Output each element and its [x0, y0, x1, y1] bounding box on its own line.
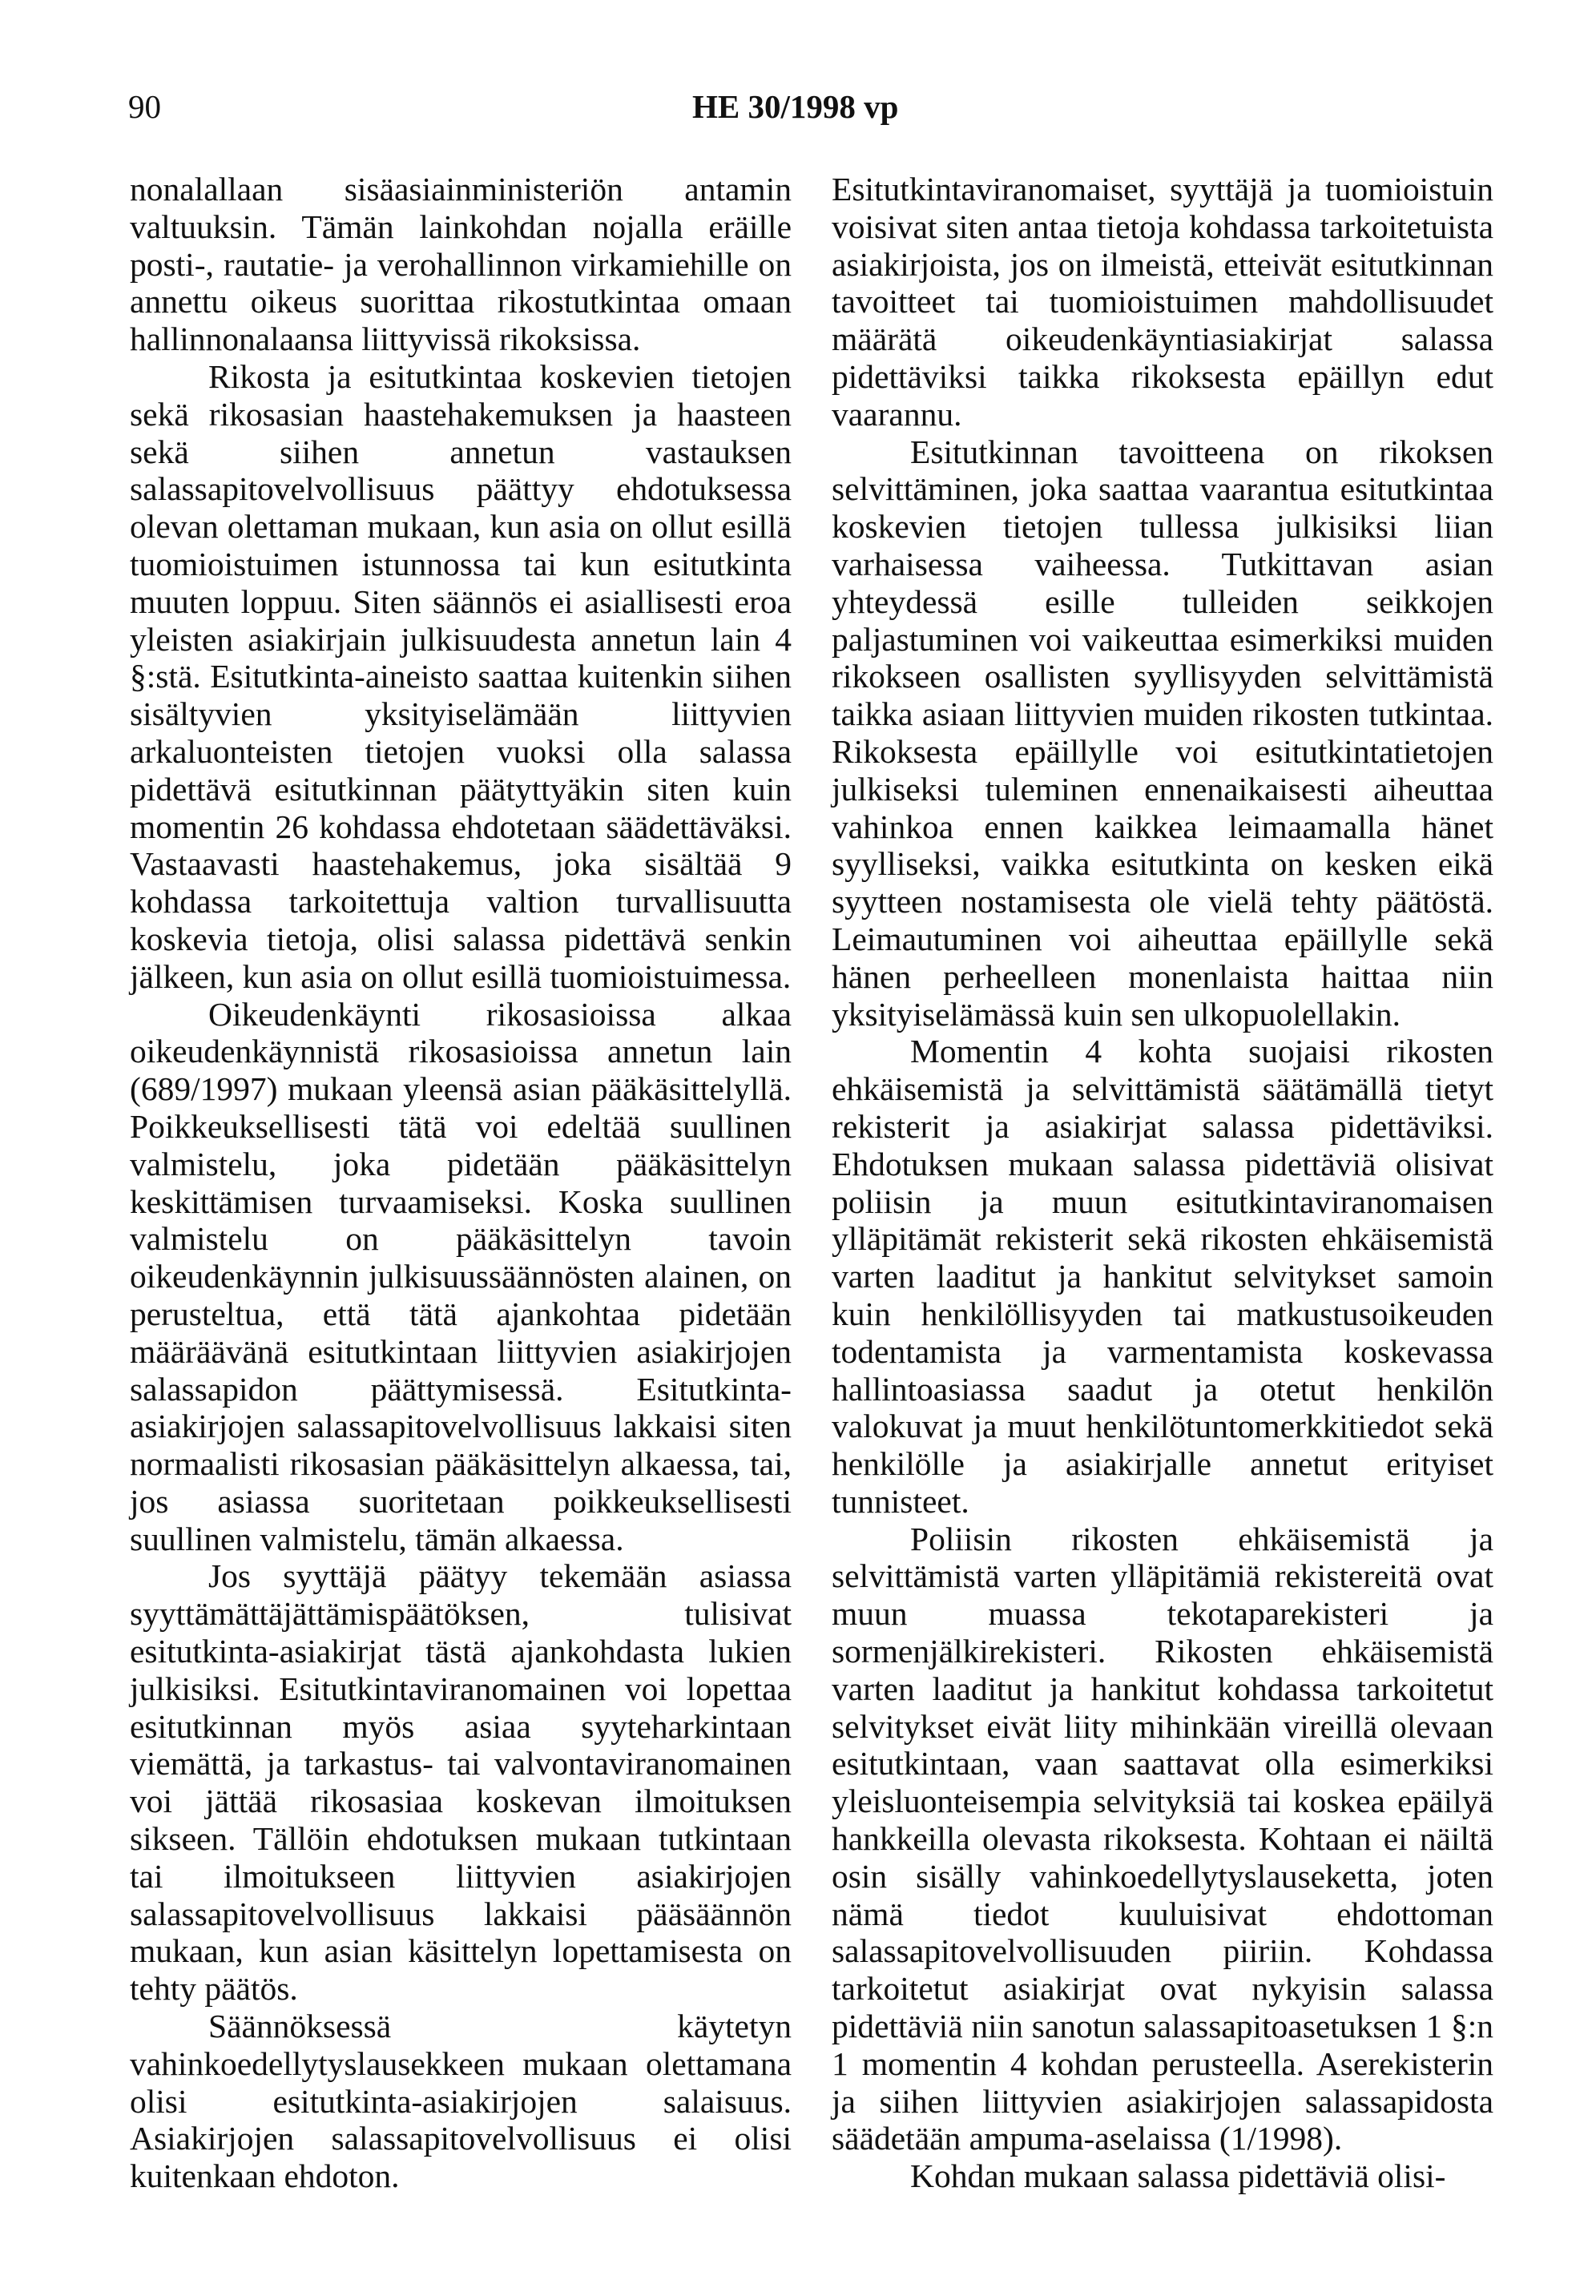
right-column: [832, 171, 1493, 2195]
page-number: 90: [128, 88, 161, 125]
left-column: [130, 171, 792, 2195]
paragraph: Poliisin rikosten ehkäisemistä ja selvittämistä varten ylläpitämiä rekistereitä ovat muun muassa tekotaparekisteri ja sormenjälkirekisteri. Rikosten ehkäisemistä varten laaditut ja hankitut kohdassa tarkoitetut selvitykset eivät liity mihinkään vireillä olevaan esitutkintaan, vaan saattavat olla esimerkiksi yleisluonteisempia selvityksiä tai koskea epäilyä hankkeilla olevasta rikoksesta. Kohtaan ei näiltä osin sisälly vahinkoedellytyslauseketta, joten nämä tiedot kuuluisivat ehdottoman salassapitovelvollisuuden piiriin. Kohdassa tarkoitetut asiakirjat ovat nykyisin salassa pidettäviä niin sanotun salassapitoasetuksen 1 §:n 1 momentin 4 kohdan perusteella. Aserekisterin ja siihen liittyvien asiakirjojen salassapidosta säädetään ampuma-aselaissa (1/1998).: [832, 1520, 1493, 2157]
document-id: HE 30/1998 vp: [692, 88, 899, 125]
paragraph: Kohdan mukaan salassa pidettäviä olisi-: [910, 2157, 1446, 2195]
paragraph: Rikosta ja esitutkintaa koskevien tietojen sekä rikosasian haastehakemuksen ja haasteen sekä siihen annetun vastauksen salassapitovelvollisuus päättyy ehdotuksessa olevan olettaman mukaan, kun asia on ollut esillä tuomioistuimen istunnossa tai kun esitutkinta muuten loppuu. Siten säännös ei asiallisesti eroa yleisten asiakirjain julkisuudesta annetun lain 4 §:stä. Esitutkinta-aineisto saattaa kuitenkin siihen sisältyvien yksityiselämään liittyvien arkaluonteisten tietojen vuoksi olla salassa pidettävä esitutkinnan päätyttyäkin siten kuin momentin 26 kohdassa ehdotetaan säädettäväksi. Vastaavasti haastehakemus, joka sisältää 9 kohdassa tarkoitettuja valtion turvallisuutta koskevia tietoja, olisi salassa pidettävä senkin jälkeen, kun asia on ollut esillä tuomioistuimessa.: [130, 357, 792, 995]
paragraph: Momentin 4 kohta suojaisi rikosten ehkäisemistä ja selvittämistä säätämällä tietyt rekisterit ja asiakirjat salassa pidettäviksi. Ehdotuksen mukaan salassa pidettäviä olisivat poliisin ja muun esitutkintaviranomaisen ylläpitämät rekisterit sekä rikosten ehkäisemistä varten laaditut ja hankitut selvitykset samoin kuin henkilöllisyyden tai matkustusoikeuden todentamista ja varmentamista koskevassa hallintoasiassa saadut ja otetut henkilön valokuvat ja muut henkilötuntomerkkitiedot sekä henkilölle ja asiakirjalle annetut erityiset tunnisteet.: [832, 1033, 1493, 1520]
paragraph: Esitutkinnan tavoitteena on rikoksen selvittäminen, joka saattaa vaarantua esitutkintaa koskevien tietojen tullessa julkisiksi liian varhaisessa vaiheessa. Tutkittavan asian yhteydessä esille tulleiden seikkojen paljastuminen voi vaikeuttaa esimerkiksi muiden rikokseen osallisten syyllisyyden selvittämistä taikka asiaan liittyvien muiden rikosten tutkintaa. Rikoksesta epäillylle voi esitutkintatietojen julkiseksi tuleminen ennenaikaisesti aiheuttaa vahinkoa ennen kaikkea leimaamalla hänet syylliseksi, vaikka esitutkinta on kesken eikä syytteen nostamisesta ole vielä tehty päätöstä. Leimautuminen voi aiheuttaa epäillylle sekä hänen perheelleen monenlaista haittaa niin yksityiselämässä kuin sen ulkopuolellakin.: [832, 433, 1493, 1033]
paragraph: Säännöksessä käytetyn vahinkoedellytyslausekkeen mukaan olettamana olisi esitutkinta-asiakirjojen salaisuus. Asiakirjojen salassapitovelvollisuus ei olisi kuitenkaan ehdoton.: [130, 2008, 792, 2195]
paragraph: Oikeudenkäynti rikosasioissa alkaa oikeudenkäynnistä rikosasioissa annetun lain (689/1997) mukaan yleensä asian pääkäsittelyllä. Poikkeuksellisesti tätä voi edeltää suullinen valmistelu, joka pidetään pääkäsittelyn keskittämisen turvaamiseksi. Koska suullinen valmistelu on pääkäsittelyn tavoin oikeudenkäynnin julkisuussäännösten alainen, on perusteltua, että tätä ajankohtaa pidetään määräävänä esitutkintaan liittyvien asiakirjojen salassapidon päättymisessä. Esitutkinta-asiakirjojen salassapitovelvollisuus lakkaisi siten normaalisti rikosasian pääkäsittelyn alkaessa, tai, jos asiassa suoritetaan poikkeuksellisesti suullinen valmistelu, tämän alkaessa.: [130, 995, 792, 1557]
paragraph: nonalallaan sisäasiainministeriön antamin valtuuksin. Tämän lainkohdan nojalla eräille posti-, rautatie- ja verohallinnon virkamiehille on annettu oikeus suorittaa rikostutkintaa omaan hallinnonalaansa liittyvissä rikoksissa.: [130, 171, 792, 358]
paragraph: Esitutkintaviranomaiset, syyttäjä ja tuomioistuin voisivat siten antaa tietoja kohdassa tarkoitetuista asiakirjoista, jos on ilmeistä, etteivät esitutkinnan tavoitteet tai tuomioistuimen mahdollisuudet määrätä oikeudenkäyntiasiakirjat salassa pidettäviksi taikka rikoksesta epäillyn edut vaarannu.: [832, 171, 1493, 433]
paragraph: Jos syyttäjä päätyy tekemään asiassa syyttämättäjättämispäätöksen, tulisivat esitutkinta-asiakirjat tästä ajankohdasta lukien julkisiksi. Esitutkintaviranomainen voi lopettaa esitutkinnan myös asiaa syyteharkintaan viemättä, ja tarkastus- tai valvontaviranomainen voi jättää rikosasiaa koskevan ilmoituksen sikseen. Tällöin ehdotuksen mukaan tutkintaan tai ilmoitukseen liittyvien asiakirjojen salassapitovelvollisuus lakkaisi pääsäännön mukaan, kun asian käsittelyn lopettamisesta on tehty päätös.: [130, 1557, 792, 2008]
